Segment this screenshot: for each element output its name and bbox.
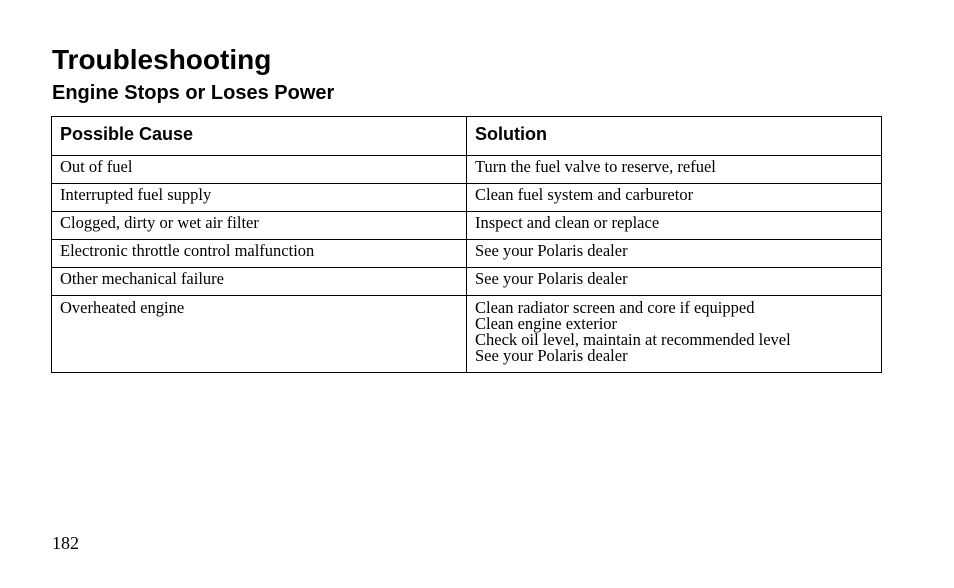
solution-line: Clean radiator screen and core if equipped [475,298,755,317]
cause-cell: Clogged, dirty or wet air filter [52,212,467,240]
solution-line: Clean engine exterior [475,314,618,333]
table-row [52,184,882,212]
table-row [52,156,882,184]
cause-cell: Interrupted fuel supply [52,184,467,212]
solution-cell [467,184,882,212]
solution-line: Turn the fuel valve to reserve, refuel [475,157,716,176]
page-number: 182 [52,533,79,553]
solution-line: See your Polaris dealer [475,269,628,288]
table-row [52,212,882,240]
column-header-possible-cause: Possible Cause [52,117,467,156]
cause-cell: Electronic throttle control malfunction [52,240,467,268]
solution-line: See your Polaris dealer [475,346,628,365]
table-row [52,296,882,373]
solution-cell [467,240,882,268]
solution-line: Clean fuel system and carburetor [475,185,694,204]
solution-cell [467,268,882,296]
solution-cell [467,212,882,240]
cause-cell: Overheated engine [52,296,467,373]
troubleshooting-table [51,116,882,373]
cause-cell: Out of fuel [52,156,467,184]
page-title: Troubleshooting [52,44,272,75]
table-row [52,268,882,296]
table-header-row [52,117,882,156]
solution-line: Inspect and clean or replace [475,213,660,232]
solution-line: Check oil level, maintain at recommended level [475,330,791,349]
section-title: Engine Stops or Loses Power [52,82,335,104]
cause-cell: Other mechanical failure [52,268,467,296]
solution-cell [467,156,882,184]
table-row [52,240,882,268]
column-header-solution: Solution [467,117,882,156]
solution-cell [467,296,882,373]
solution-line: See your Polaris dealer [475,241,628,260]
